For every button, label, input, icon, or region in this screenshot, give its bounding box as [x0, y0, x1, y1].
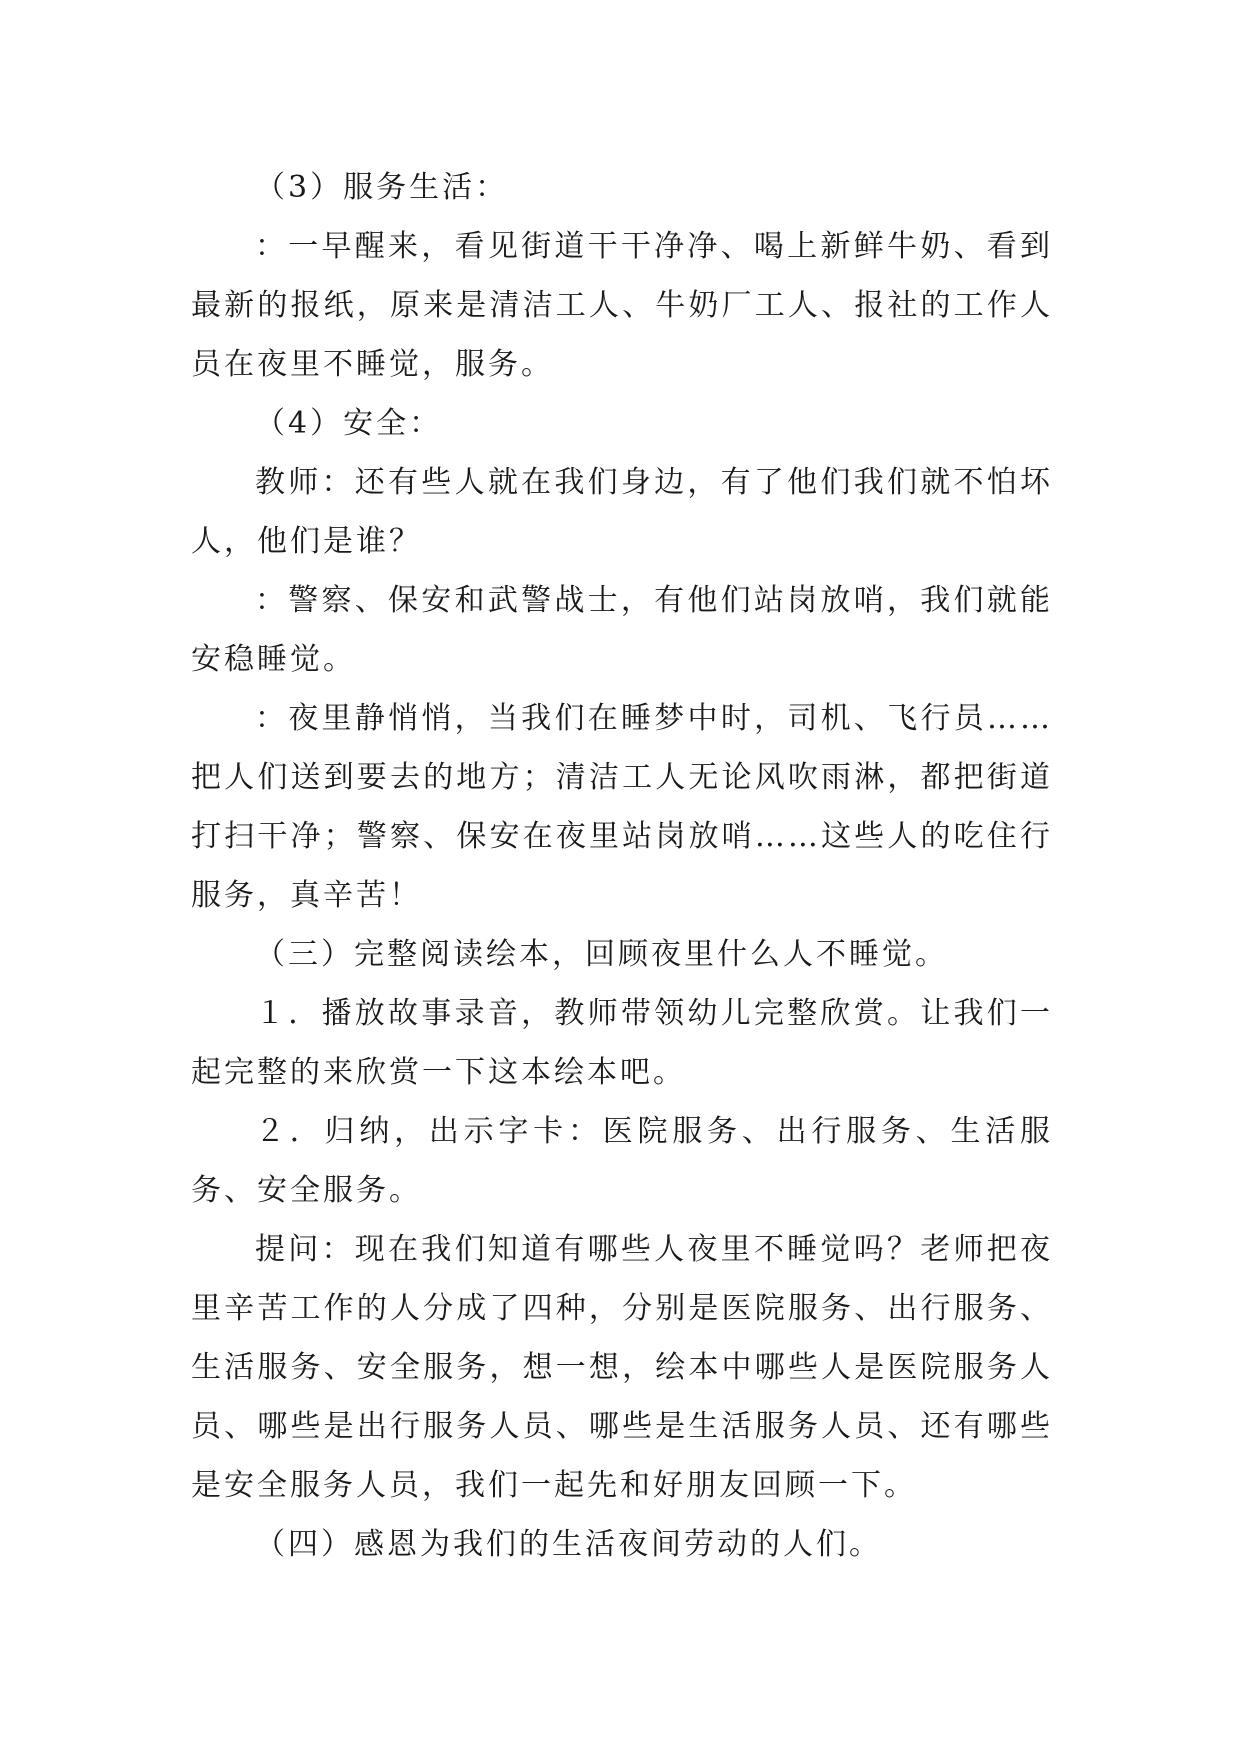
paragraph-police-answer: ：警察、保安和武警战士，有他们站岗放哨，我们就能安稳睡觉。: [191, 583, 1053, 677]
section-heading-gratitude: （四）感恩为我们的生活夜间劳动的人们。: [255, 1527, 882, 1562]
paragraph-morning-workers: ：一早醒来，看见街道干干净净、喝上新鲜牛奶、看到最新的报纸，原来是清洁工人、牛奶厂工人、报社的工作人员在夜里不睡觉，服务。: [191, 229, 1053, 382]
paragraph-teacher-question: 教师：还有些人就在我们身边，有了他们我们就不怕坏人，他们是谁？: [191, 465, 1053, 559]
section-heading-safety: （4）安全：: [255, 406, 443, 441]
paragraph-night-summary: ：夜里静悄悄，当我们在睡梦中时，司机、飞行员……把人们送到要去的地方；清洁工人无论风吹雨淋，都把街道打扫干净；警察、保安在夜里站岗放哨……这些人的吃住行服务，真辛苦！: [191, 701, 1053, 913]
document-body: [191, 158, 1053, 1574]
list-item-play-recording: １．播放故事录音，教师带领幼儿完整欣赏。让我们一起完整的来欣赏一下这本绘本吧。: [191, 996, 1053, 1090]
list-item-word-cards: ２．归纳，出示字卡：医院服务、出行服务、生活服务、安全服务。: [191, 1114, 1053, 1208]
paragraph-question-four-types: 提问：现在我们知道有哪些人夜里不睡觉吗？老师把夜里辛苦工作的人分成了四种，分别是医院服务、出行服务、生活服务、安全服务，想一想，绘本中哪些人是医院服务人员、哪些是出行服务人员、哪些是生活服务人员、还有哪些是安全服务人员，我们一起先和好朋友回顾一下。: [191, 1232, 1053, 1503]
section-heading-full-reading: （三）完整阅读绘本，回顾夜里什么人不睡觉。: [255, 937, 948, 972]
section-heading-service-life: （3）服务生活：: [255, 170, 509, 205]
